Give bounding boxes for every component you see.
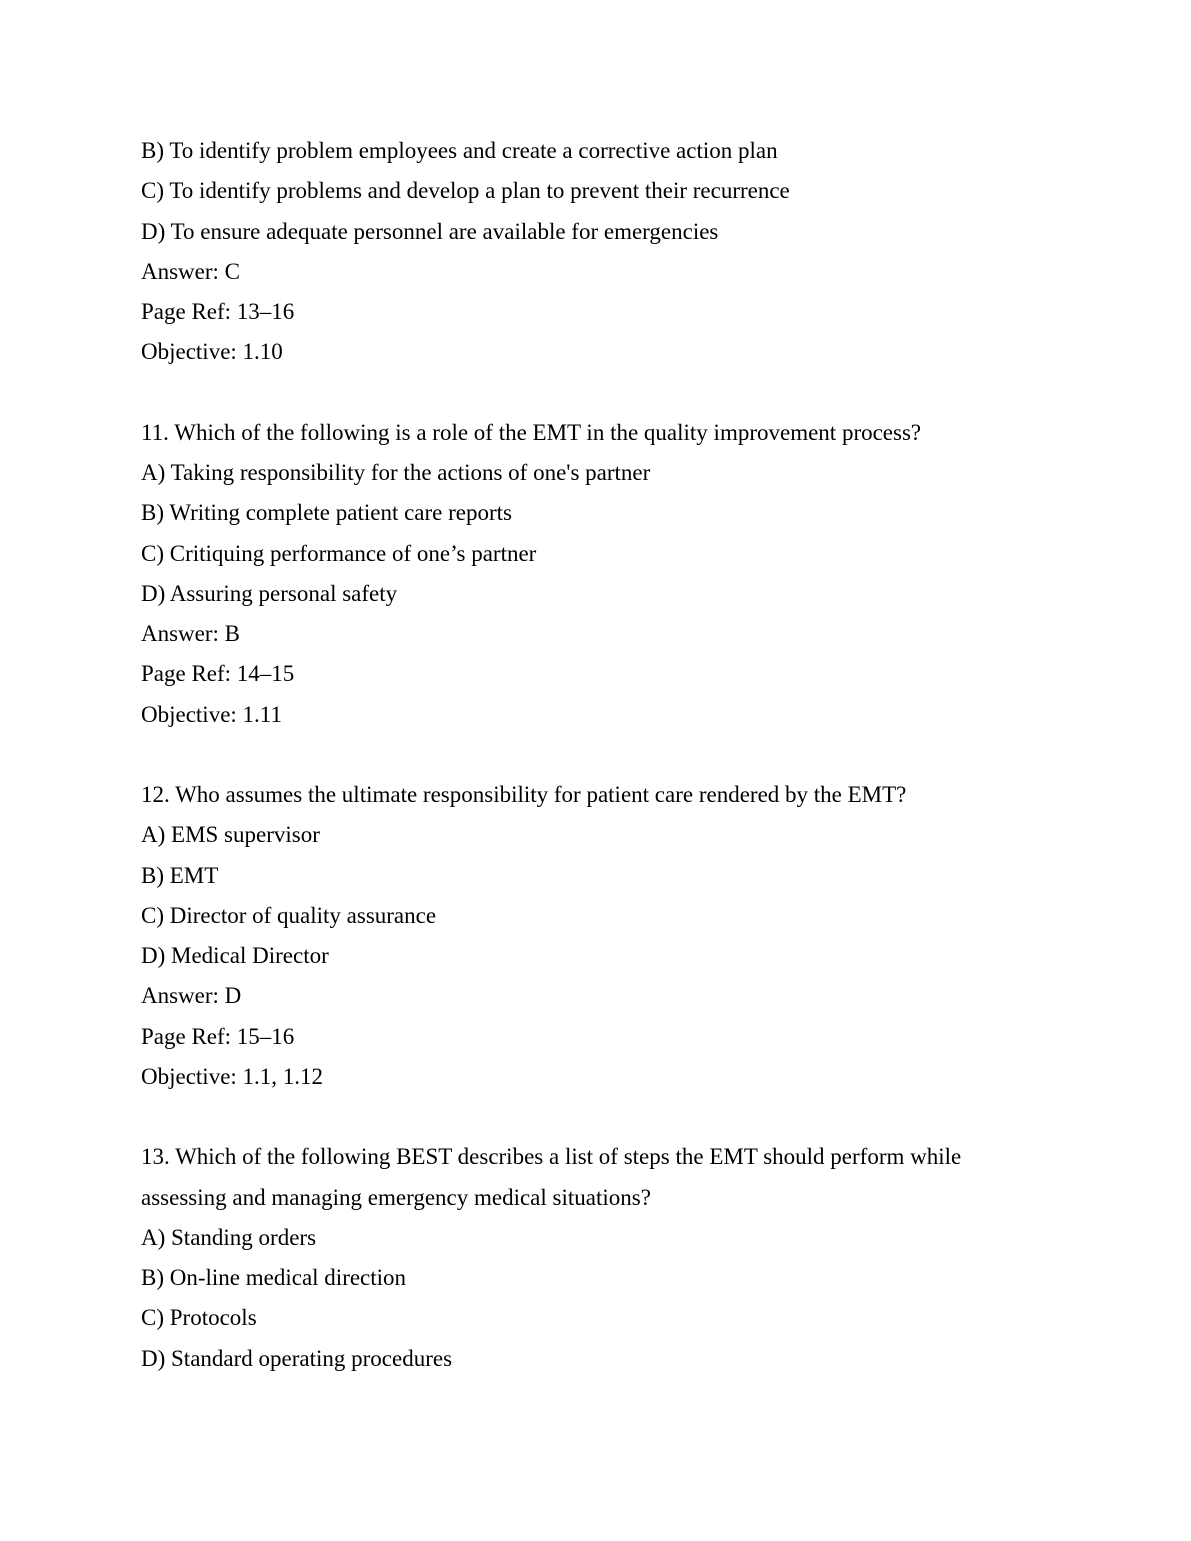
answer-option: A) Taking responsibility for the actions of one's partner [141, 460, 651, 485]
document-text-column [141, 131, 1021, 1379]
objective-line: Objective: 1.10 [141, 339, 283, 365]
answer-option: B) To identify problem employees and create a corrective action plan [141, 138, 778, 163]
answer-option: D) Assuring personal safety [141, 580, 398, 606]
answer-line: Answer: C [141, 258, 241, 284]
answer-option: B) On-line medical direction [141, 1265, 407, 1290]
answer-line: Answer: B [141, 621, 241, 646]
question-text: 11. Which of the following is a role of the EMT in the quality improvement process? [141, 419, 922, 445]
question-text: 12. Who assumes the ultimate responsibility for patient care rendered by the EMT? [141, 782, 907, 807]
answer-option: B) Writing complete patient care reports [141, 500, 512, 526]
answer-option: C) Protocols [141, 1305, 257, 1331]
answer-option: A) EMS supervisor [141, 822, 320, 848]
answer-option: D) To ensure adequate personnel are available for emergencies [141, 218, 719, 244]
question-text: 13. Which of the following BEST describes a list of steps the EMT should perform while assessing and managing emergency medical situations? [141, 1144, 962, 1210]
answer-option: C) To identify problems and develop a plan to prevent their recurrence [141, 178, 790, 204]
objective-line: Objective: 1.1, 1.12 [141, 1063, 324, 1089]
answer-option: A) Standing orders [141, 1224, 317, 1250]
question-block-12 [141, 775, 1021, 1097]
page-ref-line: Page Ref: 15–16 [141, 1023, 295, 1049]
answer-line: Answer: D [141, 983, 242, 1009]
page-ref-line: Page Ref: 14–15 [141, 661, 295, 687]
page-ref-line: Page Ref: 13–16 [141, 299, 295, 324]
answer-option: D) Medical Director [141, 943, 329, 968]
question-block-11 [141, 413, 1021, 735]
question-block-fragment [141, 131, 1021, 373]
answer-option: B) EMT [141, 862, 219, 888]
objective-line: Objective: 1.11 [141, 701, 282, 727]
answer-option: C) Critiquing performance of one’s partner [141, 540, 537, 566]
question-block-13 [141, 1137, 1021, 1379]
answer-option: D) Standard operating procedures [141, 1345, 453, 1371]
answer-option: C) Director of quality assurance [141, 902, 437, 928]
